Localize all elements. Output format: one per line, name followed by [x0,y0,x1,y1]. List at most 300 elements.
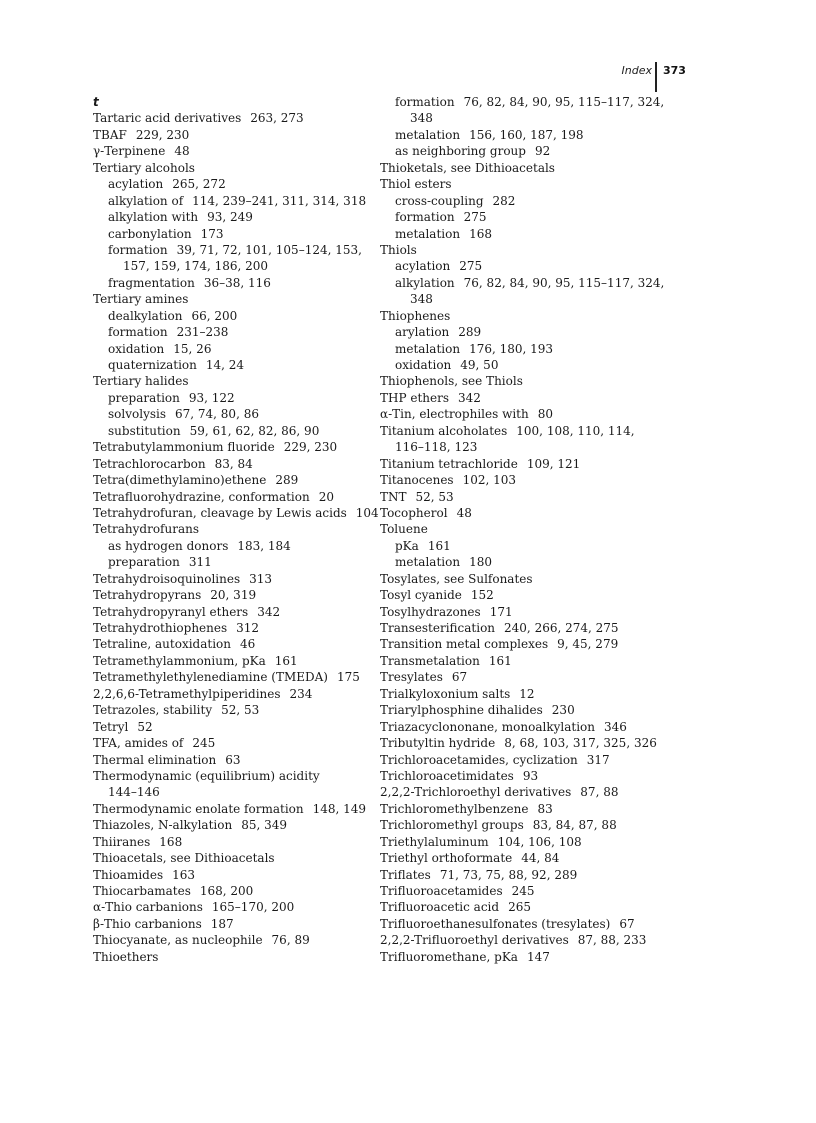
index-entry [93,801,373,817]
index-entry [380,472,680,488]
entry-term: Tetrahydrofurans [93,522,199,537]
index-entry [93,834,373,850]
entry-pages: 168, 200 [199,884,254,898]
entry-term: Thioketals, see Dithioacetals [380,160,555,175]
index-entry [380,719,680,735]
index-entry [380,505,680,521]
entry-term: Trialkyloxonium salts [380,686,511,701]
index-entry [380,932,680,948]
entry-term: arylation [395,325,450,340]
entry-pages: 48 [174,144,190,159]
entry-pages: 93 [522,768,539,783]
index-entry [93,291,373,307]
index-entry [93,505,379,521]
entry-term: Tetryl [93,719,129,734]
index-entry [93,899,373,915]
entry-pages: 175 [336,670,360,685]
entry-pages: 265, 272 [172,177,226,192]
index-entry [380,373,680,389]
entry-pages: 180 [469,555,492,570]
entry-pages: 83, 84, 87, 88 [532,818,617,833]
entry-pages: 161 [274,653,298,668]
index-entry [380,521,680,537]
entry-pages: 152 [470,588,494,603]
entry-pages: 52, 53 [221,703,260,718]
index-entry [93,784,373,800]
index-entry [380,916,680,932]
entry-term: Transmetalation [380,653,480,668]
entry-term: Tosyl cyanide [380,588,462,603]
entry-pages: 63 [225,752,241,767]
index-entry [380,817,680,833]
entry-term: Thiiranes [93,834,151,849]
entry-term: formation [108,325,168,340]
entry-term: Tetrahydrothiophenes [93,621,228,635]
index-entry [93,324,373,340]
entry-term: as hydrogen donors [108,538,229,553]
index-entry [380,587,680,603]
index-entry [380,686,680,702]
entry-term: metalation [395,555,461,570]
index-column-right [380,94,680,965]
entry-pages: 265 [508,900,531,915]
index-entry [380,883,680,899]
index-entry [380,801,680,817]
entry-term: pKa [395,538,419,553]
section-letter: t [93,95,99,109]
entry-pages: 104, 106, 108 [497,834,582,849]
entry-pages: 20, 319 [210,588,257,603]
index-entry [93,686,373,702]
index-entry [93,110,373,126]
index-entry [380,143,680,159]
entry-pages: 49, 50 [460,358,499,372]
entry-term: Toluene [380,522,428,537]
entry-term: Tetrahydropyrans [93,588,202,603]
entry-pages: 67, 74, 80, 86 [175,407,259,422]
index-entry [380,406,680,422]
index-entry [93,916,373,932]
entry-pages: 147 [526,949,550,964]
entry-term: formation [395,95,455,109]
index-entry [93,867,373,883]
entry-pages: 80 [537,407,554,422]
entry-term: acylation [395,259,451,274]
entry-term: Thermal elimination [93,752,217,767]
entry-pages: 312 [236,621,260,635]
entry-pages: 245 [192,736,216,751]
index-entry [380,554,680,570]
entry-pages: 229, 230 [283,440,338,455]
entry-term: Tartaric acid derivatives [93,111,242,126]
index-entry [380,390,680,406]
index-entry [380,752,680,768]
entry-pages: 161 [427,538,451,553]
entry-pages: 39, 71, 72, 101, 105–124, 153, [176,242,362,257]
entry-pages: 83, 84 [214,456,253,471]
entry-pages: 15, 26 [173,341,212,356]
entry-pages: 289 [275,473,299,488]
index-entry [93,554,373,570]
index-entry [93,176,373,192]
entry-term: Trichloromethyl groups [380,818,524,833]
index-entry [380,423,680,439]
index-entry [380,160,680,176]
entry-term: as neighboring group [395,144,526,159]
entry-term: Tetrazoles, stability [93,703,213,718]
entry-term: Triethylaluminum [380,834,489,849]
entry-pages: 76, 82, 84, 90, 95, 115–117, 324, [463,95,665,109]
entry-pages: 76, 89 [271,933,310,948]
entry-pages: 83 [537,801,553,816]
index-entry [380,899,680,915]
index-entry [93,226,373,242]
index-entry [93,423,373,439]
index-entry [93,406,373,422]
entry-pages: 317 [586,752,610,767]
index-entry [93,193,373,209]
index-entry [380,193,680,209]
entry-term: oxidation [395,358,452,372]
index-entry [93,209,373,225]
entry-term: Thiocarbamates [93,884,191,898]
entry-term: formation [395,210,455,225]
entry-pages: 104 [355,505,379,520]
index-entry [93,587,373,603]
entry-term: alkylation with [108,210,199,225]
entry-term: Tocopherol [380,505,448,520]
index-entry [93,143,373,159]
index-column-left [93,94,379,965]
entry-pages: 282 [492,193,516,208]
entry-pages: 163 [172,867,196,882]
index-entry [93,275,373,291]
entry-term: carbonylation [108,226,192,241]
entry-pages: 234 [289,686,313,701]
entry-term: TNT [380,489,407,504]
entry-pages: 12 [519,686,535,701]
entry-pages: 93, 249 [207,210,253,225]
index-entry [93,653,373,669]
index-entry [380,341,680,357]
entry-term: 116–118, 123 [395,440,478,455]
index-entry [380,127,680,143]
entry-term: metalation [395,226,461,241]
index-entry [380,94,680,110]
entry-pages: 102, 103 [462,473,517,488]
index-entry [380,176,680,192]
entry-pages: 176, 180, 193 [469,341,554,356]
entry-term: 144–146 [108,785,160,800]
index-entry [93,702,373,718]
entry-term: Triazacyclononane, monoalkylation [380,719,595,734]
entry-pages: 87, 88 [580,785,619,800]
entry-pages: 165–170, 200 [211,900,295,915]
index-entry [380,735,680,751]
index-entry [93,242,373,258]
index-entry [380,702,680,718]
index-entry [93,472,373,488]
entry-term: 157, 159, 174, 186, 200 [123,259,269,274]
index-entry [93,373,373,389]
index-entry [93,127,373,143]
index-entry [93,456,373,472]
entry-pages: 87, 88, 233 [577,933,647,948]
entry-term: Trifluoroacetic acid [380,900,500,915]
index-entry [93,636,373,652]
entry-term: Thermodynamic enolate formation [93,801,304,816]
entry-term: formation [108,242,168,257]
index-entry [93,817,373,833]
index-entry [93,439,373,455]
entry-term: Titanium tetrachloride [380,456,518,471]
entry-term: Trichloroacetamides, cyclization [380,752,578,767]
entry-term: THP ethers [380,390,450,405]
index-entry [380,538,680,554]
running-head [560,62,700,92]
entry-term: alkylation [395,275,455,290]
entry-term: Thioamides [93,867,164,882]
index-entry [380,653,680,669]
index-entry [380,226,680,242]
index-entry [380,456,680,472]
entry-pages: 52, 53 [415,489,454,504]
entry-pages: 46 [240,637,256,652]
entry-term: Tetramethylammonium, pKa [93,653,266,668]
entry-pages: 76, 82, 84, 90, 95, 115–117, 324, [463,275,665,290]
index-entry [380,620,680,636]
entry-term: Transition metal complexes [380,637,549,652]
entry-term: solvolysis [108,407,166,422]
entry-pages: 109, 121 [526,456,581,471]
entry-term: Tetrafluorohydrazine, conformation [93,489,310,504]
entry-term: Thiazoles, N-alkylation [93,818,233,833]
entry-pages: 148, 149 [312,801,367,816]
entry-pages: 311 [188,555,212,570]
index-entry [380,110,680,126]
entry-pages: 66, 200 [191,308,238,323]
entry-pages: 240, 266, 274, 275 [504,621,619,635]
entry-term: Tetraline, autoxidation [93,637,232,652]
entry-term: Thiol esters [380,177,452,192]
entry-term: 348 [410,111,433,126]
entry-pages: 14, 24 [205,358,245,372]
index-entry [93,932,373,948]
entry-term: dealkylation [108,308,183,323]
index-entry [93,308,373,324]
left-entries [93,110,379,965]
entry-pages: 52 [137,719,153,734]
index-entry [93,883,373,899]
entry-term: α-Thio carbanions [93,900,203,915]
entry-pages: 342 [257,604,281,619]
entry-term: quaternization [108,358,197,372]
entry-term: substitution [108,423,181,438]
index-entry [93,768,373,784]
entry-term: Thermodynamic (equilibrium) acidity [93,768,320,783]
entry-term: fragmentation [108,275,195,290]
entry-term: Transesterification [380,621,496,635]
entry-term: Triflates [380,867,431,882]
entry-term: Trichloroacetimidates [380,768,514,783]
entry-pages: 92 [534,144,551,159]
entry-term: α-Tin, electrophiles with [380,407,529,422]
entry-pages: 8, 68, 103, 317, 325, 326 [504,736,657,751]
entry-term: Trichloromethylbenzene [380,801,529,816]
entry-pages: 275 [463,210,487,225]
index-entry [93,160,373,176]
entry-pages: 93, 122 [188,390,235,405]
index-entry [380,275,680,291]
header-divider [655,62,657,92]
entry-term: TFA, amides of [93,736,184,751]
index-entry [93,538,373,554]
entry-term: Tertiary alcohols [93,160,195,175]
entry-term: 2,2,2-Trifluoroethyl derivatives [380,933,569,948]
entry-pages: 100, 108, 110, 114, [516,423,635,438]
entry-term: Thiophenes [380,308,451,323]
index-entry [380,604,680,620]
entry-term: acylation [108,177,164,192]
entry-pages: 171 [489,604,513,619]
index-entry [93,390,373,406]
index-entry [380,308,680,324]
entry-pages: 346 [604,719,627,734]
entry-term: γ-Terpinene [93,144,166,159]
entry-term: alkylation of [108,193,184,208]
entry-pages: 313 [249,571,273,586]
index-entry [380,636,680,652]
index-entry [93,620,373,636]
section-title: Index [621,64,652,77]
index-entry [93,850,373,866]
entry-pages: 289 [458,325,482,340]
entry-term: Titanium alcoholates [380,423,508,438]
entry-term: 348 [410,292,433,307]
entry-term: 2,2,6,6-Tetramethylpiperidines [93,686,281,701]
entry-pages: 67 [619,916,635,931]
entry-pages: 48 [456,505,472,520]
index-entry [380,242,680,258]
entry-pages: 183, 184 [237,538,291,553]
entry-term: Tertiary halides [93,374,189,389]
entry-pages: 20 [318,489,335,504]
entry-term: Tetrachlorocarbon [93,456,206,471]
entry-pages: 231–238 [176,325,229,340]
entry-term: Triethyl orthoformate [380,851,513,866]
index-entry [380,571,680,587]
entry-term: Tetrahydrofuran, cleavage by Lewis acids [93,505,347,520]
entry-term: Tertiary amines [93,292,189,307]
index-entry [380,258,680,274]
entry-term: Tetrahydropyranyl ethers [93,604,249,619]
entry-term: metalation [395,127,461,142]
index-entry [380,669,680,685]
index-entry [93,258,373,274]
entry-pages: 230 [551,703,575,718]
index-entry [380,291,680,307]
index-entry [93,719,373,735]
entry-term: Tresylates [380,670,443,685]
entry-term: Thioacetals, see Dithioacetals [93,851,275,866]
entry-pages: 9, 45, 279 [557,637,619,652]
entry-pages: 67 [451,670,468,685]
index-entry [380,209,680,225]
index-entry [93,357,373,373]
index-entry [380,489,680,505]
index-entry [380,324,680,340]
entry-pages: 275 [459,259,483,274]
entry-term: Thiophenols, see Thiols [380,374,523,389]
index-entry [380,834,680,850]
entry-term: Tributyltin hydride [380,736,496,751]
entry-term: Trifluoroethanesulfonates (tresylates) [380,916,611,931]
entry-term: Tosylhydrazones [380,604,481,619]
entry-pages: 263, 273 [250,111,304,126]
entry-term: Titanocenes [380,473,454,488]
index-entry [93,604,373,620]
entry-pages: 36–38, 116 [203,275,271,290]
entry-term: preparation [108,390,180,405]
entry-term: oxidation [108,341,165,356]
index-entry [93,735,373,751]
index-entry [380,949,680,965]
index-entry [93,571,373,587]
index-entry [380,784,680,800]
entry-term: Thioethers [93,949,159,964]
entry-pages: 168 [159,834,183,849]
entry-pages: 187 [210,916,234,931]
entry-term: Tetrahydroisoquinolines [93,571,241,586]
entry-term: TBAF [93,127,127,142]
index-entry [380,439,680,455]
entry-term: metalation [395,341,461,356]
entry-pages: 245 [511,884,535,898]
entry-term: Trifluoroacetamides [380,884,503,898]
entry-pages: 168 [469,226,492,241]
index-entry [93,669,373,685]
entry-term: Trifluoromethane, pKa [380,949,518,964]
entry-term: cross-coupling [395,193,484,208]
entry-term: preparation [108,555,180,570]
entry-pages: 342 [458,390,481,405]
index-entry [93,521,373,537]
entry-pages: 173 [200,226,224,241]
entry-term: Triarylphosphine dihalides [380,703,543,718]
index-entry [380,850,680,866]
entry-pages: 85, 349 [241,818,288,833]
index-entry [380,768,680,784]
entry-pages: 114, 239–241, 311, 314, 318 [192,193,367,208]
entry-term: Thiocyanate, as nucleophile [93,933,263,948]
index-entry [93,341,373,357]
index-entry [93,489,373,505]
entry-pages: 156, 160, 187, 198 [469,127,584,142]
entry-term: β-Thio carbanions [93,916,202,931]
entry-pages: 44, 84 [521,851,560,866]
page-number: 373 [663,64,686,77]
right-entries [380,94,680,965]
entry-pages: 161 [488,653,512,668]
index-entry [380,867,680,883]
entry-term: Tetra(dimethylamino)ethene [93,473,267,488]
index-entry [93,949,373,965]
entry-term: 2,2,2-Trichloroethyl derivatives [380,785,572,800]
entry-term: Tosylates, see Sulfonates [380,571,533,586]
index-entry [380,357,680,373]
entry-term: Thiols [380,242,417,257]
index-entry [93,752,373,768]
